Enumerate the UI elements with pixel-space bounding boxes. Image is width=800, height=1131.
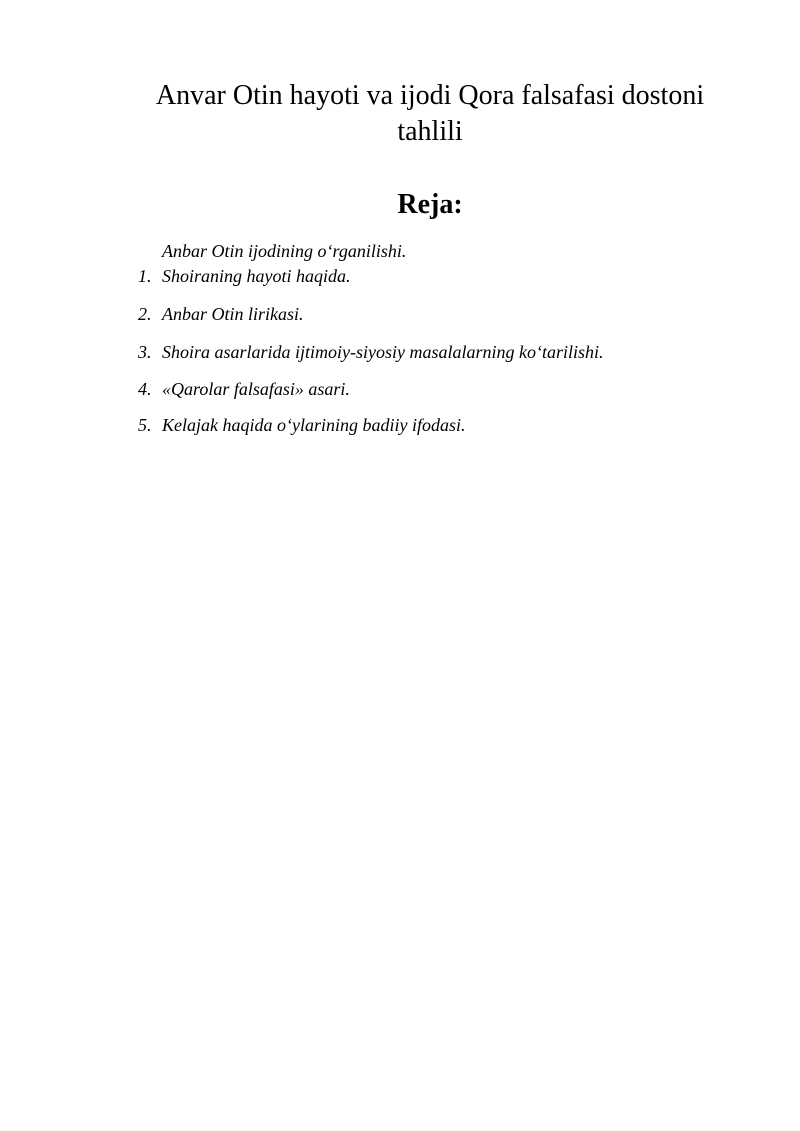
plan-item-text: Shoiraning hayoti haqida. bbox=[162, 266, 351, 286]
plan-item-text: Kelajak haqida o‘ylarining badiiy ifodasi. bbox=[162, 415, 466, 435]
plan-item-text: Anbar Otin lirikasi. bbox=[162, 304, 304, 324]
plan-item-number: 4. bbox=[138, 379, 152, 399]
document-title: Anvar Otin hayoti va ijodi Qora falsafasi dostoni tahlili bbox=[155, 80, 705, 147]
plan-item-number: 3. bbox=[138, 342, 152, 362]
plan-item-text: Shoira asarlarida ijtimoiy-siyosiy masalalarning ko‘tarilishi. bbox=[162, 342, 604, 362]
plan-item-number: 1. bbox=[138, 266, 152, 286]
plan-item-text: «Qarolar falsafasi» asari. bbox=[162, 379, 350, 399]
plan-item-number: 5. bbox=[138, 415, 152, 435]
plan-intro: Anbar Otin ijodining o‘rganilishi. bbox=[162, 241, 407, 261]
plan-heading: Reja: bbox=[397, 189, 463, 220]
plan-item-number: 2. bbox=[138, 304, 152, 324]
